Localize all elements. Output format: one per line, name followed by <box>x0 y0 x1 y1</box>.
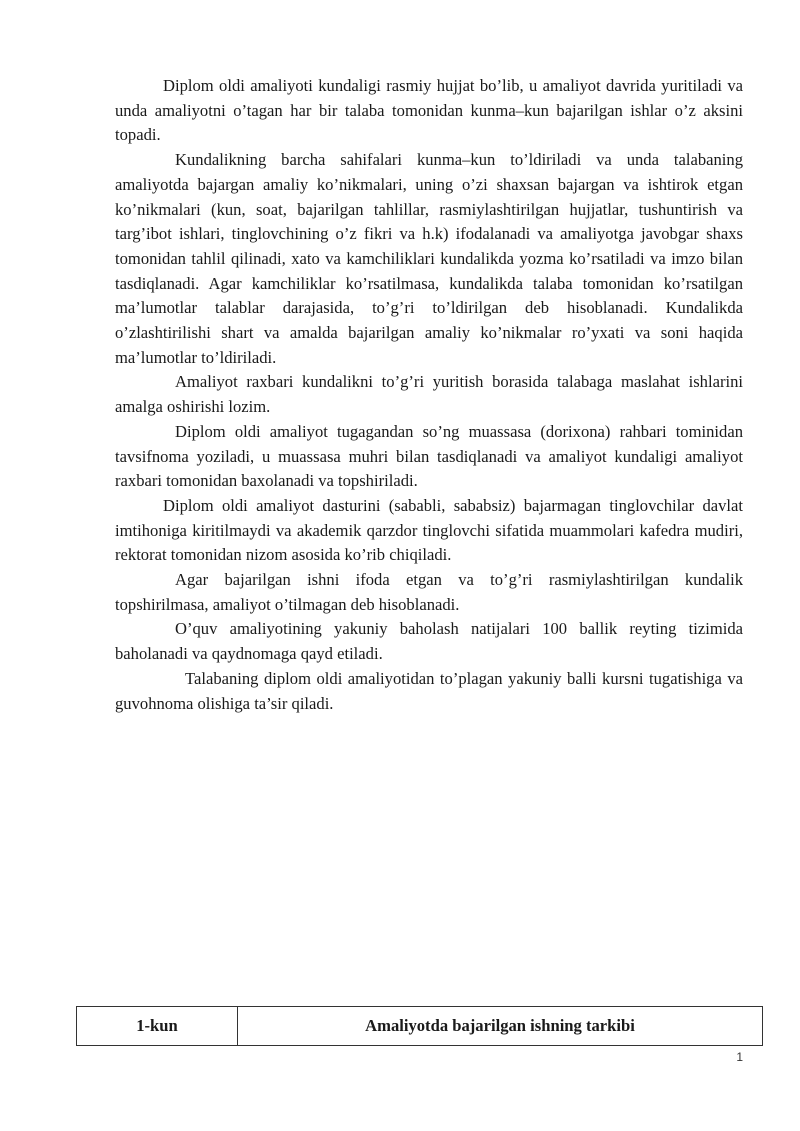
paragraph-diary-filling: Kundalikning barcha sahifalari kunma–kun to’ldiriladi va unda talabaning amaliyotda bajargan amaliy ko’nikmalari, uning o’zi shaxsan bajargan va ishtirok etgan ko’nikmalari (kun, soat, bajarilgan tahlillar, rasmiylashtirilgan hujjatlar, tushuntirish va targ’ibot ishlari, tinglovchining o’z fikri va h.k) ifodalanadi va amaliyotga javobgar shaxs tomonidan tahlil qilinadi, xato va kamchiliklari kundalikda yozma ko’rsatiladi va imzo bilan tasdiqlanadi. Agar kamchiliklar ko’rsatilmasa, kundalikda talaba tomonidan ko’rsatilgan ma’lumotlar talablar darajasida, to’g’ri to’ldirilgan deb hisoblanadi. Kundalikda o’zlashtirilishi shart va amalda bajarilgan amaliy ko’nikmalar ro’yxati va soni haqida ma’lumotlar to’ldiriladi. <box>115 150 743 367</box>
table-header-row <box>77 1007 763 1046</box>
paragraph-program-failure: Diplom oldi amaliyot dasturini (sababli, sababsiz) bajarmagan tinglovchilar davlat imtihoniga kiritilmaydi va akademik qarzdor tinglovchi sifatida muammolari kafedra mudiri, rektorat tomonidan nizom asosida ko’rib chiqiladi. <box>115 495 743 565</box>
paragraph-diary-definition: Diplom oldi amaliyoti kundaligi rasmiy hujjat bo’lib, u amaliyot davrida yuritiladi va unda amaliyotni o’tagan har bir talaba tomonidan kunma–kun bajarilgan ishlar o’z aksini topadi. <box>115 76 743 145</box>
body-text <box>115 74 743 716</box>
paragraph-final-score: Talabaning diplom oldi amaliyotidan to’plagan yakuniy balli kursni tugatishiga va guvohnoma olishiga ta’sir qiladi. <box>115 668 743 713</box>
page-number: 1 <box>736 1050 743 1064</box>
work-content-header-cell: Amaliyotda bajarilgan ishning tarkibi <box>238 1007 763 1046</box>
day-label-cell: 1-kun <box>77 1007 238 1046</box>
daily-work-table <box>76 1006 763 1046</box>
paragraph-characteristic: Diplom oldi amaliyot tugagandan so’ng muassasa (dorixona) rahbari tominidan tavsifnoma yoziladi, u muassasa muhri bilan tasdiqlanadi va amaliyot kundaligi amaliyot raxbari tomonidan baxolanadi va topshiriladi. <box>115 421 743 491</box>
paragraph-supervisor-advice: Amaliyot raxbari kundalikni to’g’ri yuritish borasida talabaga maslahat ishlarini amalga oshirishi lozim. <box>115 372 743 417</box>
paragraph-not-submitted: Agar bajarilgan ishni ifoda etgan va to’g’ri rasmiylashtirilgan kundalik topshirilmasa, amaliyot o’tilmagan deb hisoblanadi. <box>115 570 743 614</box>
paragraph-rating-system: O’quv amaliyotining yakuniy baholash natijalari 100 ballik reyting tizimida baholanadi va qaydnomaga qayd etiladi. <box>115 619 743 664</box>
